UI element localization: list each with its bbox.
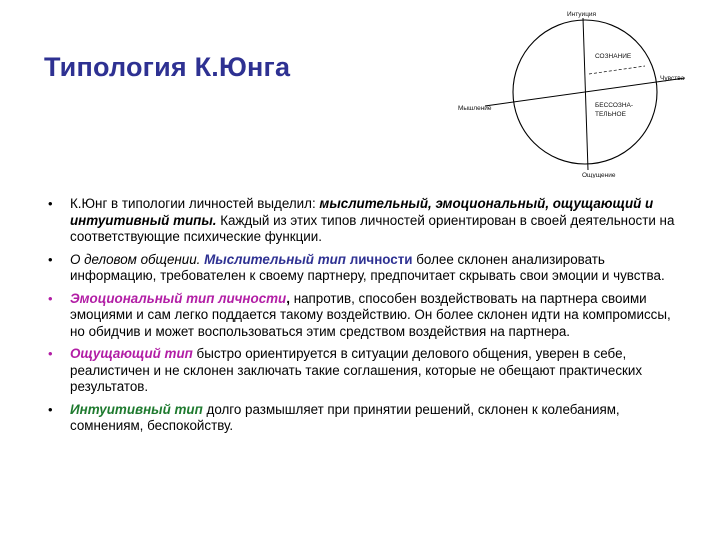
conscious-label: СОЗНАНИЕ bbox=[595, 53, 632, 60]
emotional-type-desc: напротив, способен воздействовать на партнера своими эмоциями и сам легко поддается такому воздействию. Он более склонен идти на компромиссы, но обидчив и может воспользоваться этим средством воздействия на партнера. bbox=[70, 290, 671, 339]
sensing-type-desc: быстро ориентируется в ситуации делового общения, уверен в себе, реалистичен и не склонен заключать такие соглашения, которые не обещают практических результатов. bbox=[70, 346, 643, 394]
intuitive-type-term: Интуитивный тип bbox=[70, 401, 203, 417]
thinking-type-term: Мыслительный тип bbox=[204, 251, 346, 267]
jung-function-diagram bbox=[455, 6, 717, 178]
bullet-marker: • bbox=[48, 196, 53, 211]
bullet-intuitive-type bbox=[44, 402, 684, 435]
bullet-sensing-type bbox=[44, 346, 684, 396]
intro-desc-text: Каждый из этих типов личностей ориентирован в своей деятельности на соответствующие психические функции. bbox=[70, 212, 675, 244]
intuition-label: Интуиция bbox=[567, 11, 597, 18]
bullet-marker: • bbox=[48, 401, 53, 417]
feeling-label: Чувства bbox=[660, 75, 685, 82]
intuitive-type-desc: долго размышляет при принятии решений, склонен к колебаниям, сомнениям, беспокойству. bbox=[70, 401, 620, 433]
bullet-marker: • bbox=[48, 251, 53, 267]
unconscious-label-line1: БЕССОЗНА- bbox=[595, 102, 634, 109]
slide-title: Типология К.Юнга bbox=[44, 52, 291, 82]
unconscious-label-line2: ТЕЛЬНОЕ bbox=[595, 111, 626, 118]
emotional-type-term: Эмоциональный тип личности bbox=[70, 290, 287, 306]
intuition-sensation-axis bbox=[583, 18, 588, 170]
sensing-type-term: Ощущающий тип bbox=[70, 346, 193, 361]
comma-text: , bbox=[286, 290, 290, 306]
thinking-type-desc: более склонен анализировать информацию, требователен к своему партнеру, предпочитает скрывать свои эмоции и чувства. bbox=[70, 251, 665, 283]
sensation-label: Ощущение bbox=[582, 172, 616, 178]
intro-text: К.Юнг в типологии личностей выделил: bbox=[70, 196, 320, 211]
conscious-unconscious-divider bbox=[589, 66, 645, 74]
bullet-marker: • bbox=[48, 346, 53, 361]
thinking-label: Мышление bbox=[458, 105, 492, 112]
bullet-list bbox=[44, 196, 684, 441]
personality-term: личности bbox=[345, 251, 413, 267]
bullet-intro bbox=[44, 196, 684, 246]
types-list-text: мыслительный, эмоциональный, ощущающий и интуитивный типы. bbox=[70, 196, 654, 228]
business-communication-text: О деловом общении. bbox=[70, 251, 205, 267]
bullet-thinking-type bbox=[44, 252, 684, 285]
bullet-marker: • bbox=[48, 290, 53, 306]
bullet-emotional-type bbox=[44, 291, 684, 341]
